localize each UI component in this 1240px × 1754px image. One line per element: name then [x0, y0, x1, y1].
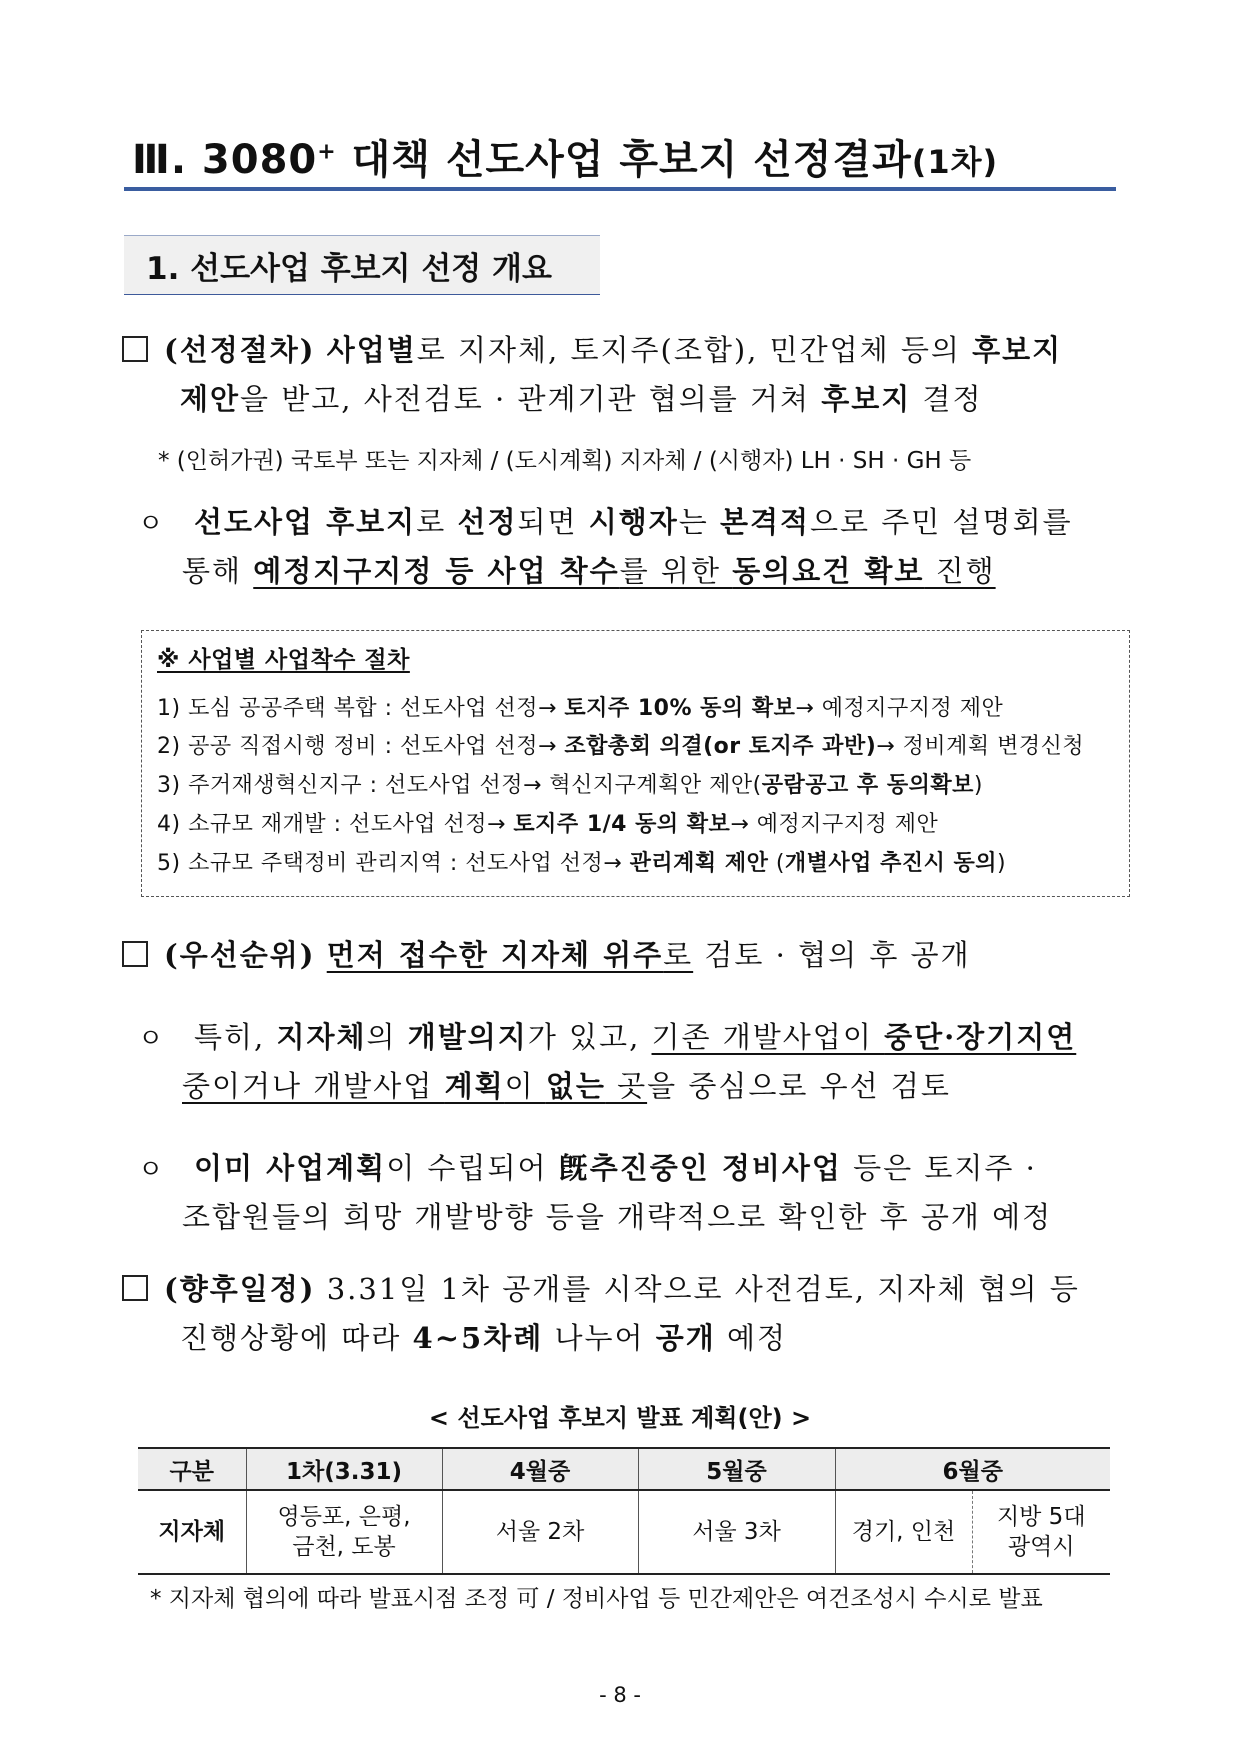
checkbox-icon	[122, 941, 148, 967]
paragraph-schedule: (향후일정) 3.31일 1차 공개를 시작으로 사전검토, 지자체 협의 등	[122, 1264, 1080, 1314]
bullet-ongoing: ㅇ 이미 사업계획이 수립되어 旣추진중인 정비사업 등은 토지주 ·	[138, 1143, 1037, 1195]
bullet-special-line2: 중이거나 개발사업 계획이 없는 곳을 중심으로 우선 검토	[182, 1069, 951, 1103]
table-header: 6월중	[835, 1448, 1110, 1490]
procedure-item-2: 2) 공공 직접시행 정비 : 선도사업 선정→ 조합총회 의결(or 토지주 과반)→ 정비계획 변경신청	[157, 734, 1085, 759]
procedure-box	[141, 630, 1130, 897]
table-row-label: 지자체	[138, 1490, 246, 1574]
table-header: 구분	[138, 1448, 246, 1490]
bullet-briefing-line2: 통해 예정지구지정 등 사업 착수를 위한 동의요건 확보 진행	[182, 554, 996, 588]
page-number: - 8 -	[599, 1683, 641, 1707]
bullet-ongoing-line2: 조합원들의 희망 개발방향 등을 개략적으로 확인한 후 공개 예정	[182, 1200, 1053, 1234]
section-title: 1. 선도사업 후보지 선정 개요	[146, 251, 552, 287]
title-underline	[124, 187, 1116, 191]
footnote-schedule: * 지자체 협의에 따라 발표시점 조정 可 / 정비사업 등 민간제안은 여건조성시 수시로 발표	[150, 1586, 1043, 1612]
table-cell: 지방 5대 광역시	[972, 1490, 1110, 1574]
paragraph-selection-procedure-line2: 제안을 받고, 사전검토 · 관계기관 협의를 거쳐 후보지 결정	[180, 382, 983, 416]
procedure-item-4: 4) 소규모 재개발 : 선도사업 선정→ 토지주 1/4 동의 확보→ 예정지구지정 제안	[157, 812, 939, 837]
table-row	[138, 1490, 1110, 1574]
paragraph-selection-procedure: (선정절차) 사업별로 지자체, 토지주(조합), 민간업체 등의 후보지	[122, 325, 1062, 375]
table-cell: 서울 2차	[442, 1490, 638, 1574]
bullet-mark: ㅇ	[138, 1155, 166, 1185]
bullet-mark: ㅇ	[138, 1024, 166, 1054]
bullet-briefing: ㅇ 선도사업 후보지로 선정되면 시행자는 본격적으로 주민 설명회를	[138, 497, 1073, 549]
checkbox-icon	[122, 1275, 148, 1301]
table-cell: 영등포, 은평, 금천, 도봉	[246, 1490, 442, 1574]
table-cell: 경기, 인천	[835, 1490, 972, 1574]
checkbox-icon	[122, 336, 148, 362]
table-header: 4월중	[442, 1448, 638, 1490]
table-caption: < 선도사업 후보지 발표 계획(안) >	[428, 1404, 812, 1432]
procedure-heading: ※ 사업별 사업착수 절차	[157, 647, 410, 673]
table-header-row	[138, 1448, 1110, 1490]
table-cell: 서울 3차	[638, 1490, 835, 1574]
paragraph-schedule-line2: 진행상황에 따라 4~5차례 나누어 공개 예정	[180, 1321, 787, 1355]
procedure-item-5: 5) 소규모 주택정비 관리지역 : 선도사업 선정→ 관리계획 제안 (개별사업 추진시 동의)	[157, 851, 1007, 876]
table-header: 1차(3.31)	[246, 1448, 442, 1490]
bullet-mark: ㅇ	[138, 509, 166, 539]
footnote-authority: * (인허가권) 국토부 또는 지자체 / (도시계획) 지자체 / (시행자) LH · SH · GH 등	[158, 448, 972, 474]
bullet-special: ㅇ 특히, 지자체의 개발의지가 있고, 기존 개발사업이 중단·장기지연	[138, 1012, 1076, 1064]
paragraph-priority: (우선순위) 먼저 접수한 지자체 위주로 검토 · 협의 후 공개	[122, 930, 971, 980]
procedure-item-3: 3) 주거재생혁신지구 : 선도사업 선정→ 혁신지구계획안 제안(공람공고 후 동의확보)	[157, 773, 983, 798]
title-superscript: +	[317, 139, 337, 165]
page-title: Ⅲ. 3080+ 대책 선도사업 후보지 선정결과(1차)	[132, 137, 999, 183]
table-header: 5월중	[638, 1448, 835, 1490]
schedule-table	[138, 1447, 1110, 1575]
procedure-item-1: 1) 도심 공공주택 복합 : 선도사업 선정→ 토지주 10% 동의 확보→ 예정지구지정 제안	[157, 696, 1004, 721]
